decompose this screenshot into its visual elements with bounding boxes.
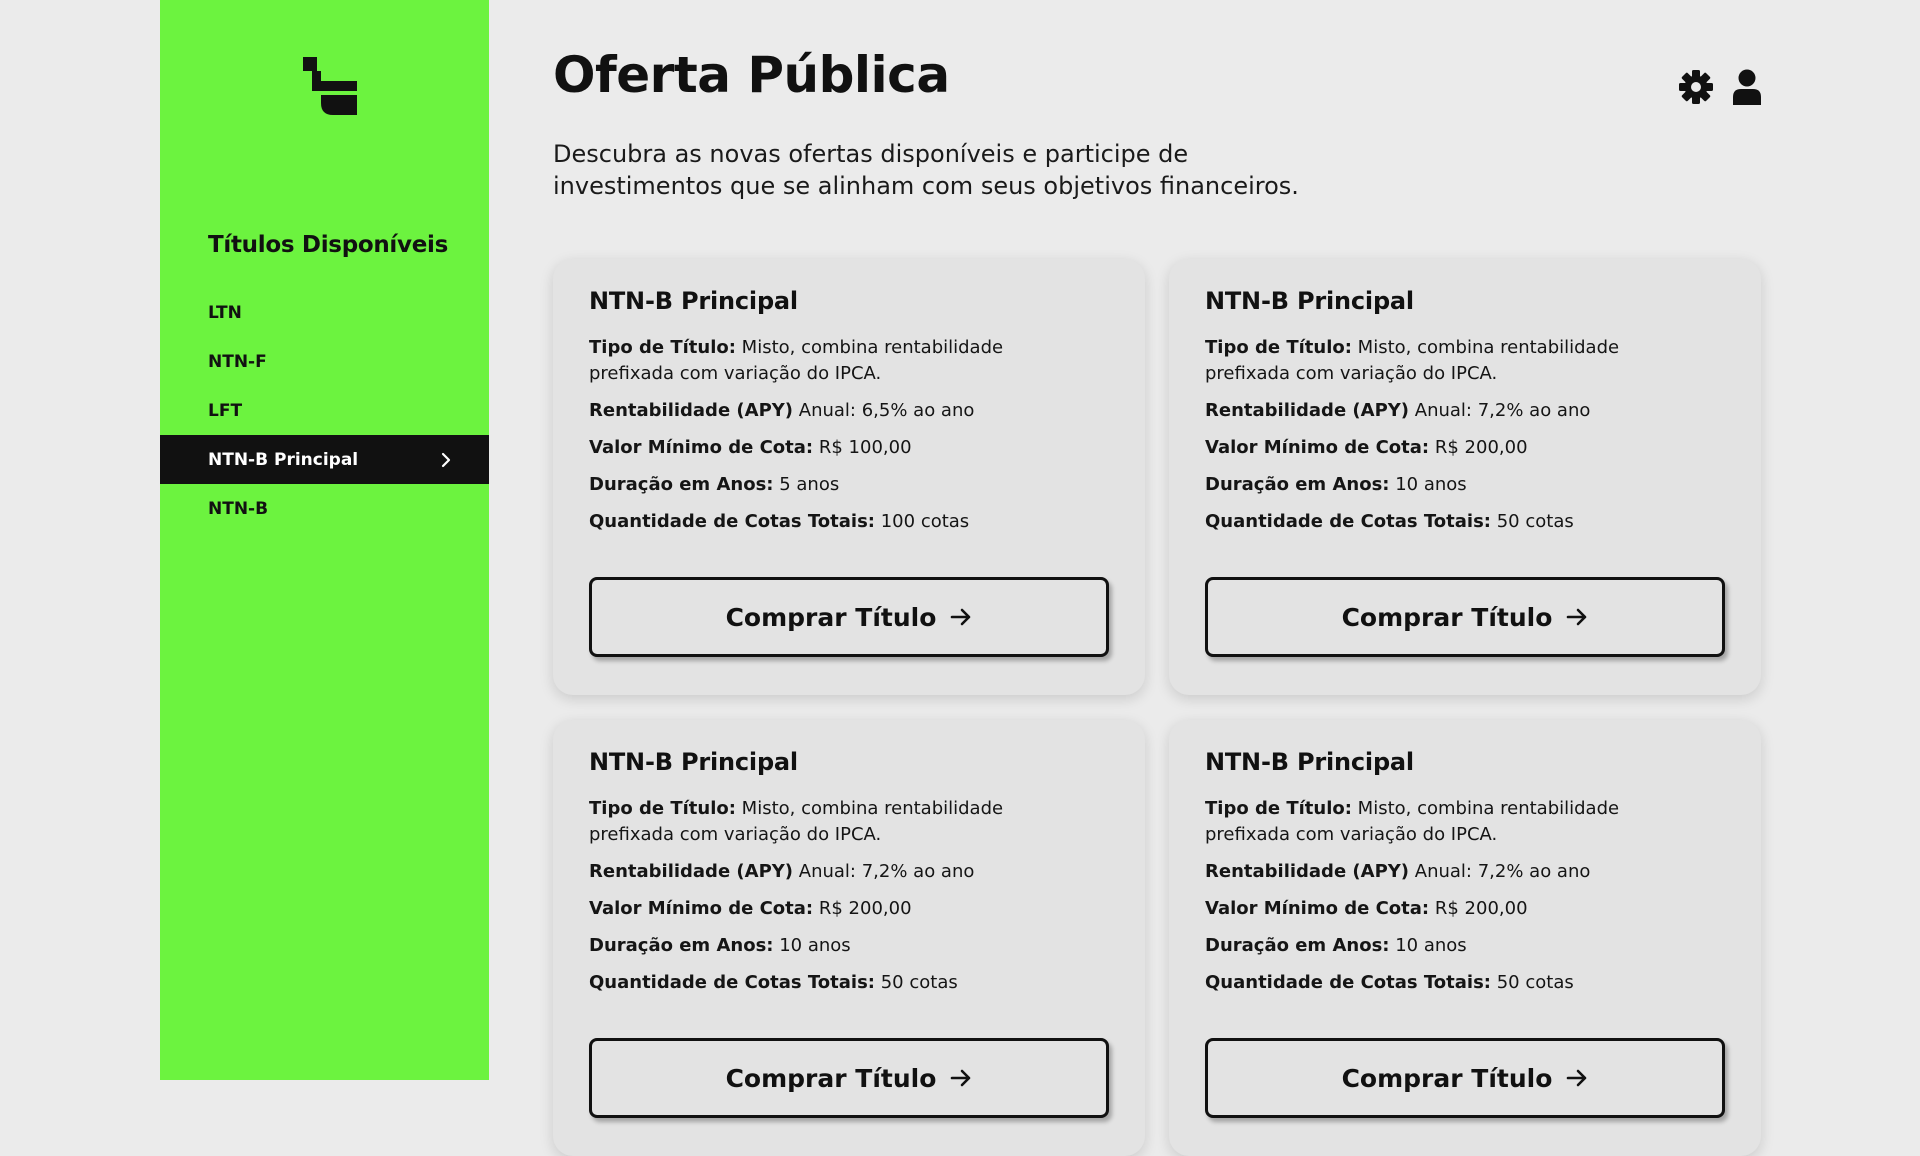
sidebar-item-ltn[interactable]: [160, 288, 489, 337]
field-label: Valor Mínimo de Cota:: [1205, 437, 1430, 458]
field-rentabilidade: [1205, 398, 1635, 424]
field-valor-minimo: [1205, 435, 1635, 461]
field-label: Valor Mínimo de Cota:: [589, 898, 814, 919]
field-value: Anual: 7,2% ao ano: [1414, 861, 1591, 882]
sidebar-item-lft[interactable]: [160, 386, 489, 435]
user-icon[interactable]: [1732, 68, 1762, 106]
buy-title-button[interactable]: [589, 1038, 1109, 1118]
field-valor-minimo: [1205, 896, 1635, 922]
sidebar-nav: [160, 288, 489, 533]
field-tipo-de-titulo: [1205, 796, 1635, 848]
field-tipo-de-titulo: [589, 335, 1019, 387]
field-value: Misto, combina rentabilidade prefixada com variação do IPCA.: [589, 798, 1004, 845]
card-details: [589, 335, 1019, 546]
chevron-right-icon: [441, 452, 451, 468]
gear-icon[interactable]: [1678, 68, 1714, 106]
button-label: Comprar Título: [725, 602, 937, 632]
field-label: Tipo de Título:: [589, 337, 736, 358]
offer-card: [1169, 259, 1761, 695]
field-quantidade-cotas: [589, 509, 1019, 535]
logo-icon: [303, 57, 357, 115]
field-rentabilidade: [1205, 859, 1635, 885]
field-valor-minimo: [589, 896, 1019, 922]
card-details: [1205, 796, 1635, 1007]
field-label: Duração em Anos:: [589, 935, 774, 956]
field-valor-minimo: [589, 435, 1019, 461]
field-label: Tipo de Título:: [1205, 337, 1352, 358]
field-label: Rentabilidade (APY): [1205, 400, 1410, 421]
arrow-right-icon: [950, 1068, 972, 1088]
field-label: Quantidade de Cotas Totais:: [1205, 511, 1491, 532]
offer-card: [1169, 720, 1761, 1156]
field-label: Quantidade de Cotas Totais:: [589, 972, 875, 993]
sidebar-item-label: NTN-F: [208, 351, 267, 372]
card-details: [1205, 335, 1635, 546]
button-label: Comprar Título: [1341, 1063, 1553, 1093]
field-value: Anual: 7,2% ao ano: [798, 861, 975, 882]
field-label: Quantidade de Cotas Totais:: [1205, 972, 1491, 993]
field-duracao: [1205, 472, 1635, 498]
field-value: R$ 200,00: [1434, 898, 1528, 919]
sidebar-item-label: NTN-B: [208, 498, 269, 519]
card-details: [589, 796, 1019, 1007]
field-label: Valor Mínimo de Cota:: [589, 437, 814, 458]
field-value: 10 anos: [1395, 935, 1467, 956]
field-label: Quantidade de Cotas Totais:: [589, 511, 875, 532]
card-title: NTN-B Principal: [1205, 748, 1414, 776]
field-value: Misto, combina rentabilidade prefixada com variação do IPCA.: [589, 337, 1004, 384]
field-value: Anual: 7,2% ao ano: [1414, 400, 1591, 421]
sidebar-item-ntn-b-principal[interactable]: [160, 435, 489, 484]
field-duracao: [589, 472, 1019, 498]
field-value: 50 cotas: [1496, 511, 1574, 532]
sidebar-title: Títulos Disponíveis: [208, 232, 448, 258]
buy-title-button[interactable]: [1205, 577, 1725, 657]
sidebar: [160, 0, 489, 1080]
field-rentabilidade: [589, 859, 1019, 885]
field-label: Rentabilidade (APY): [589, 861, 794, 882]
field-value: Anual: 6,5% ao ano: [798, 400, 975, 421]
card-title: NTN-B Principal: [589, 287, 798, 315]
field-value: 10 anos: [1395, 474, 1467, 495]
arrow-right-icon: [1566, 1068, 1588, 1088]
buy-title-button[interactable]: [1205, 1038, 1725, 1118]
offer-card: [553, 259, 1145, 695]
field-value: 10 anos: [779, 935, 851, 956]
field-duracao: [1205, 933, 1635, 959]
arrow-right-icon: [950, 607, 972, 627]
field-label: Duração em Anos:: [1205, 474, 1390, 495]
sidebar-item-label: LTN: [208, 302, 242, 323]
field-duracao: [589, 933, 1019, 959]
sidebar-item-ntn-f[interactable]: [160, 337, 489, 386]
field-value: 50 cotas: [880, 972, 958, 993]
field-value: R$ 200,00: [1434, 437, 1528, 458]
field-quantidade-cotas: [1205, 509, 1635, 535]
field-label: Duração em Anos:: [589, 474, 774, 495]
field-label: Rentabilidade (APY): [589, 400, 794, 421]
field-value: Misto, combina rentabilidade prefixada com variação do IPCA.: [1205, 337, 1620, 384]
page-title: Oferta Pública: [553, 46, 950, 104]
field-value: R$ 100,00: [818, 437, 912, 458]
header-actions: [1678, 68, 1762, 106]
button-label: Comprar Título: [1341, 602, 1553, 632]
card-title: NTN-B Principal: [589, 748, 798, 776]
field-tipo-de-titulo: [1205, 335, 1635, 387]
field-label: Tipo de Título:: [1205, 798, 1352, 819]
field-label: Duração em Anos:: [1205, 935, 1390, 956]
page-subtitle: Descubra as novas ofertas disponíveis e participe de investimentos que se alinham com seus objetivos financeiros.: [553, 140, 1299, 200]
field-value: Misto, combina rentabilidade prefixada com variação do IPCA.: [1205, 798, 1620, 845]
field-tipo-de-titulo: [589, 796, 1019, 848]
field-label: Valor Mínimo de Cota:: [1205, 898, 1430, 919]
offer-card: [553, 720, 1145, 1156]
field-rentabilidade: [589, 398, 1019, 424]
sidebar-item-ntn-b[interactable]: [160, 484, 489, 533]
field-quantidade-cotas: [1205, 970, 1635, 996]
field-quantidade-cotas: [589, 970, 1019, 996]
arrow-right-icon: [1566, 607, 1588, 627]
field-label: Tipo de Título:: [589, 798, 736, 819]
buy-title-button[interactable]: [589, 577, 1109, 657]
card-title: NTN-B Principal: [1205, 287, 1414, 315]
sidebar-item-label: LFT: [208, 400, 243, 421]
field-value: 50 cotas: [1496, 972, 1574, 993]
field-value: 100 cotas: [880, 511, 970, 532]
button-label: Comprar Título: [725, 1063, 937, 1093]
sidebar-item-label: NTN-B Principal: [208, 449, 359, 470]
field-label: Rentabilidade (APY): [1205, 861, 1410, 882]
field-value: 5 anos: [779, 474, 840, 495]
field-value: R$ 200,00: [818, 898, 912, 919]
